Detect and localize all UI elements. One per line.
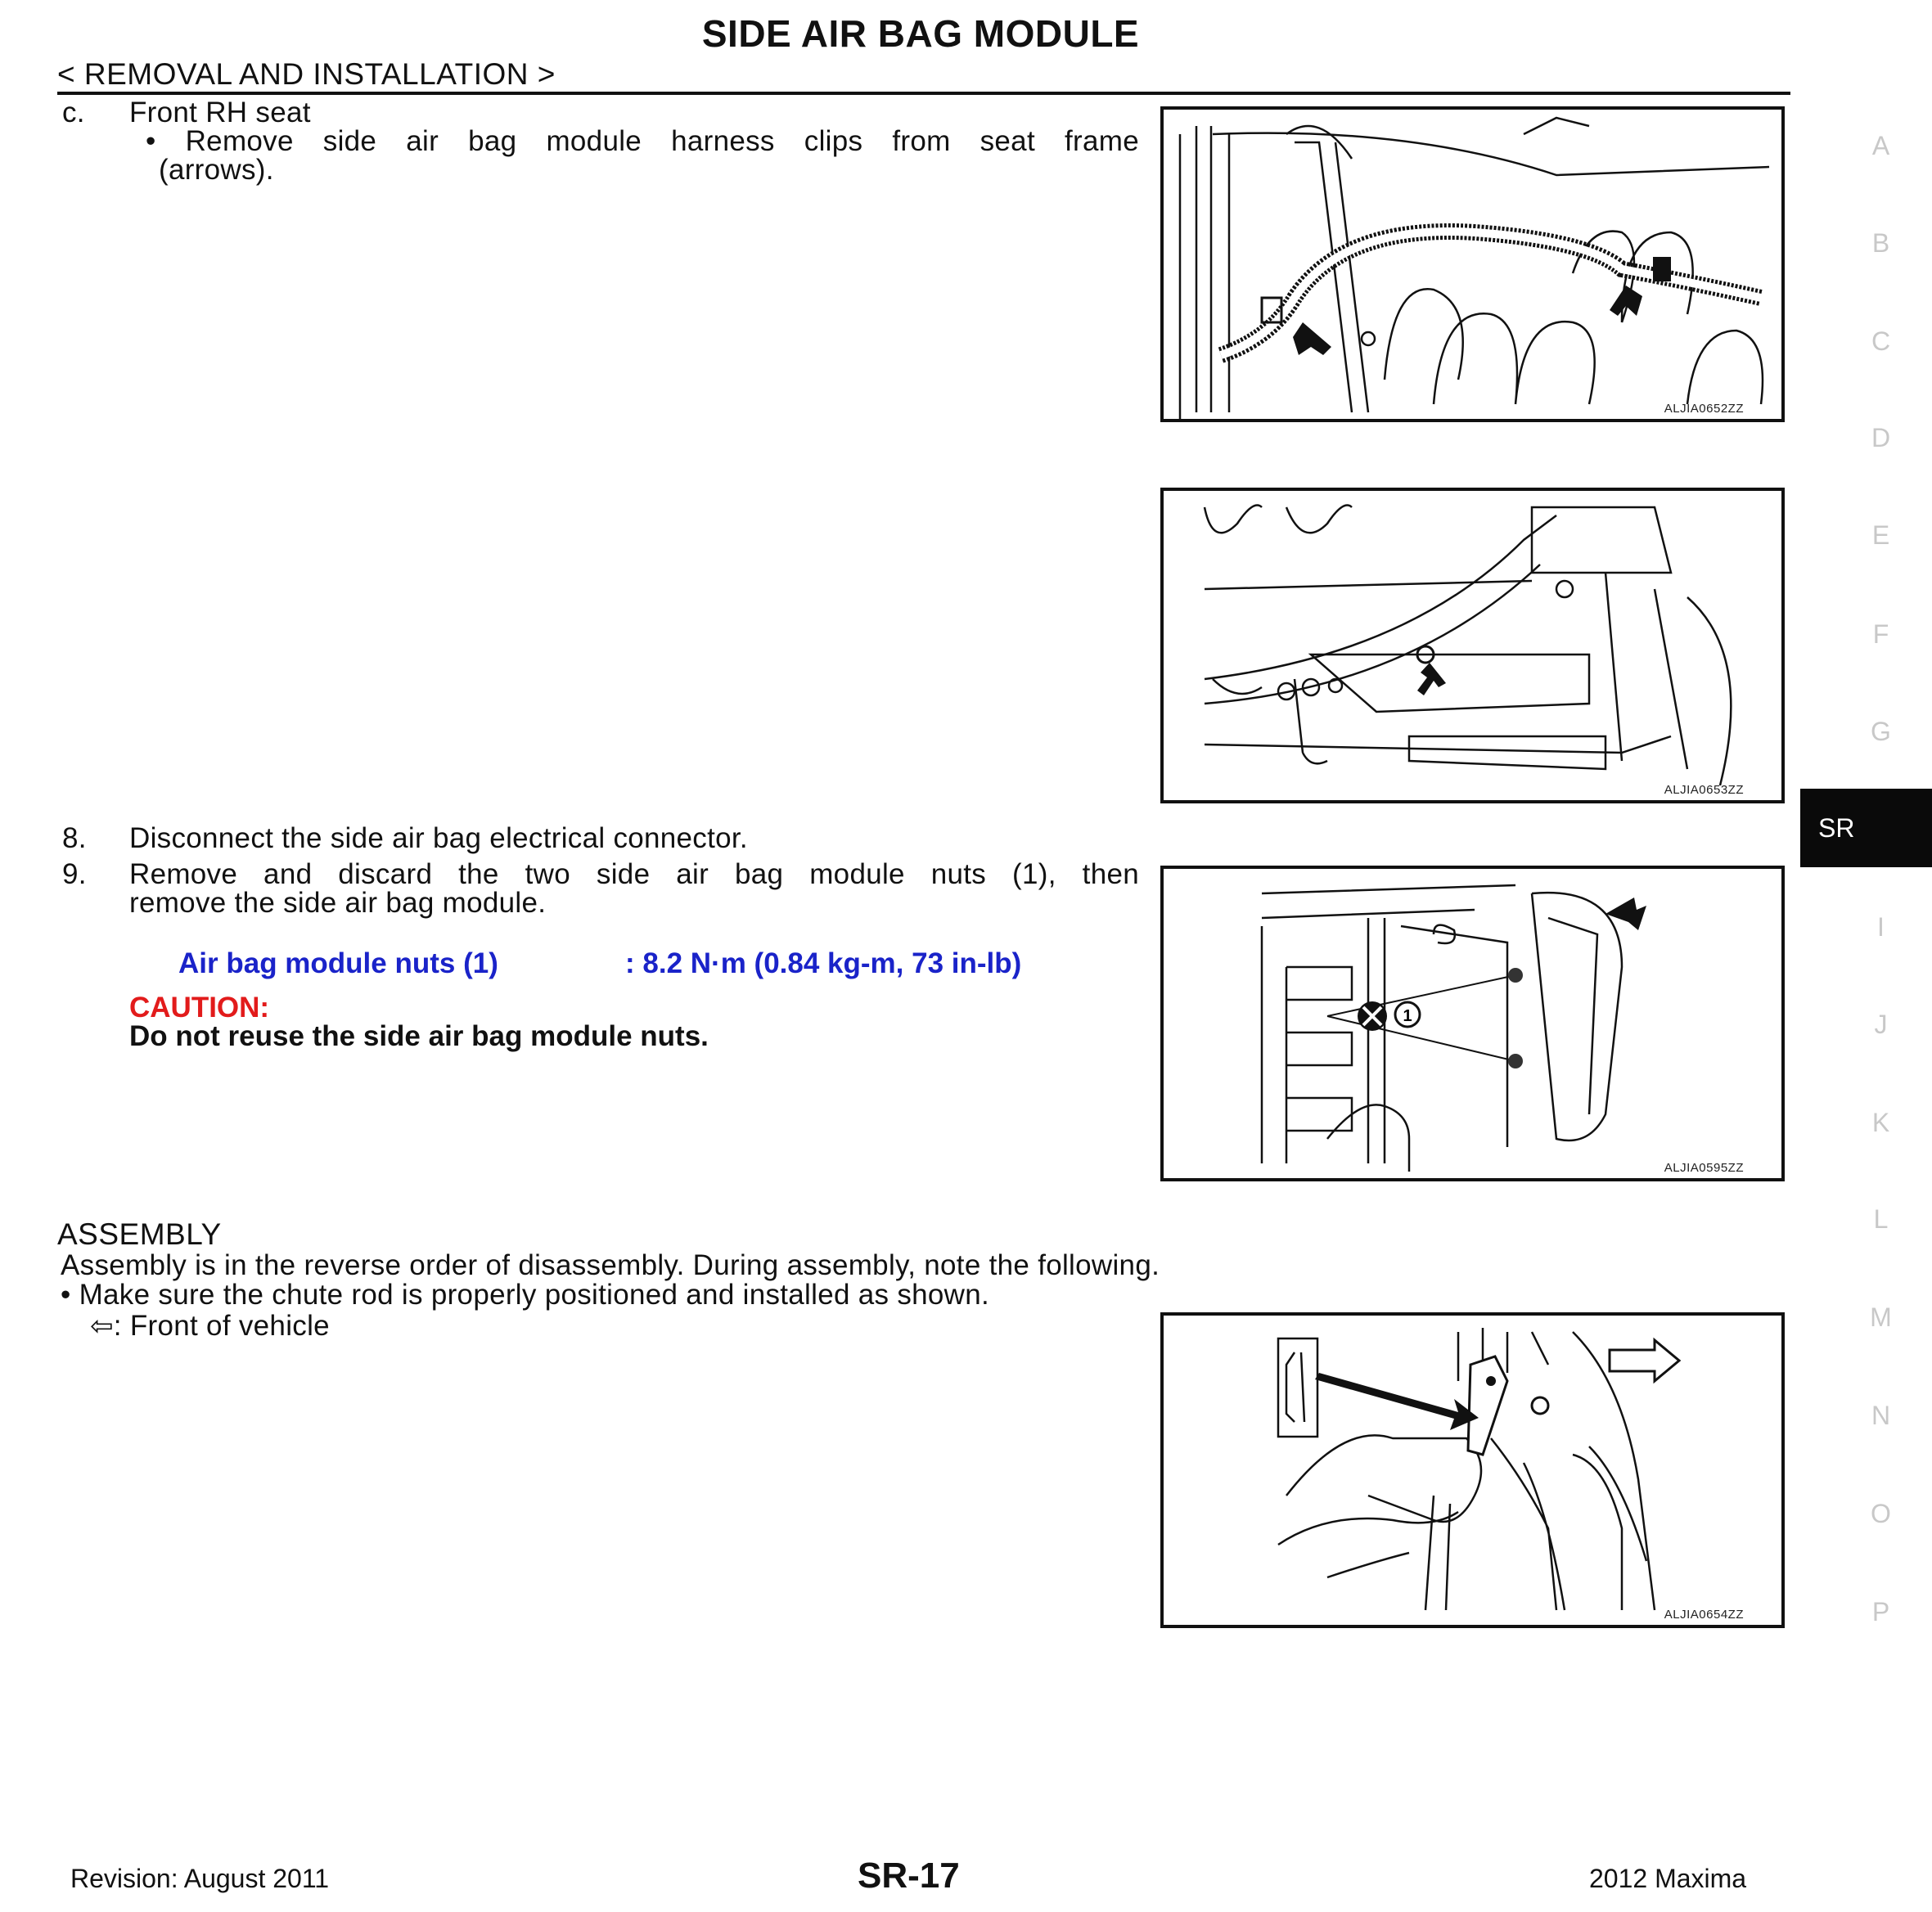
section-heading: < REMOVAL AND INSTALLATION > xyxy=(57,57,556,91)
figure-code: ALJIA0653ZZ xyxy=(1664,783,1744,797)
figure-chute-rod xyxy=(1160,1312,1785,1628)
tab-j[interactable]: J xyxy=(1874,1010,1888,1039)
tab-f[interactable]: F xyxy=(1872,619,1889,649)
page-title: SIDE AIR BAG MODULE xyxy=(701,12,1140,55)
figure-code: ALJIA0654ZZ xyxy=(1664,1608,1744,1622)
tab-e[interactable]: E xyxy=(1871,520,1890,550)
footer-model: 2012 Maxima xyxy=(1589,1864,1747,1893)
tab-m[interactable]: M xyxy=(1870,1302,1892,1332)
tab-g[interactable]: G xyxy=(1871,717,1891,746)
figure-code: ALJIA0595ZZ xyxy=(1664,1161,1744,1175)
torque-label: Air bag module nuts (1) xyxy=(178,947,498,979)
tab-o[interactable]: O xyxy=(1871,1499,1891,1528)
front-arrow-icon: ⇦ xyxy=(90,1311,114,1342)
tab-n[interactable]: N xyxy=(1871,1401,1891,1430)
step-9-number: 9. xyxy=(62,858,87,890)
caution-text: Do not reuse the side air bag module nuts. xyxy=(129,1020,709,1052)
assembly-bullet: • Make sure the chute rod is properly positioned and installed as shown. xyxy=(61,1279,990,1311)
assembly-intro: Assembly is in the reverse order of disassembly. During assembly, note the following. xyxy=(61,1249,1160,1281)
figure-module-nuts xyxy=(1160,866,1785,1181)
tab-l[interactable]: L xyxy=(1873,1204,1889,1234)
tab-i[interactable]: I xyxy=(1877,912,1885,942)
figure-harness-clips xyxy=(1160,106,1785,422)
front-of-vehicle-label: : Front of vehicle xyxy=(113,1310,330,1342)
step-c-title: Front RH seat xyxy=(129,97,311,128)
step-9-text-continued: remove the side air bag module. xyxy=(129,887,547,919)
figure-seat-frame-clip xyxy=(1160,488,1785,803)
step-c-marker: c. xyxy=(62,97,85,128)
seat-frame-illustration xyxy=(1164,110,1785,422)
step-c-bullet: • Remove side air bag module harness clips from seat frame xyxy=(146,125,1139,157)
tab-c[interactable]: C xyxy=(1871,326,1891,356)
tab-p[interactable]: P xyxy=(1871,1597,1890,1626)
arrow-icon xyxy=(1417,663,1446,695)
footer-revision: Revision: August 2011 xyxy=(70,1864,330,1893)
tab-a[interactable]: A xyxy=(1871,131,1890,160)
tab-b[interactable]: B xyxy=(1871,228,1890,258)
front-of-vehicle-legend xyxy=(90,1311,330,1341)
step-8-number: 8. xyxy=(62,822,87,854)
step-8-text: Disconnect the side air bag electrical connector. xyxy=(129,822,748,854)
step-9-text: Remove and discard the two side air bag module nuts (1), then xyxy=(129,858,1139,890)
chute-rod-illustration xyxy=(1164,1316,1785,1628)
footer-page-number: SR-17 xyxy=(858,1856,960,1896)
assembly-heading: ASSEMBLY xyxy=(57,1217,222,1251)
tab-sr[interactable]: SR xyxy=(1800,789,1932,867)
callout-number: 1 xyxy=(1403,1007,1412,1025)
header-rule xyxy=(57,92,1790,95)
tab-d[interactable]: D xyxy=(1871,423,1891,452)
do-not-reuse-icon xyxy=(1358,1001,1387,1031)
pointer-arrow-icon xyxy=(1315,1373,1479,1430)
figure-code: ALJIA0652ZZ xyxy=(1664,402,1744,416)
caution-label: CAUTION: xyxy=(129,992,270,1023)
air-bag-module-illustration xyxy=(1164,869,1785,1181)
arrow-icon xyxy=(1293,286,1642,355)
seat-underside-illustration xyxy=(1164,491,1785,803)
torque-value: : 8.2 N·m (0.84 kg-m, 73 in-lb) xyxy=(625,947,1022,979)
front-arrow-icon xyxy=(1610,1340,1679,1381)
step-c-bullet-continued: (arrows). xyxy=(159,154,274,186)
arrow-icon xyxy=(1605,898,1646,930)
tab-k[interactable]: K xyxy=(1871,1108,1890,1137)
